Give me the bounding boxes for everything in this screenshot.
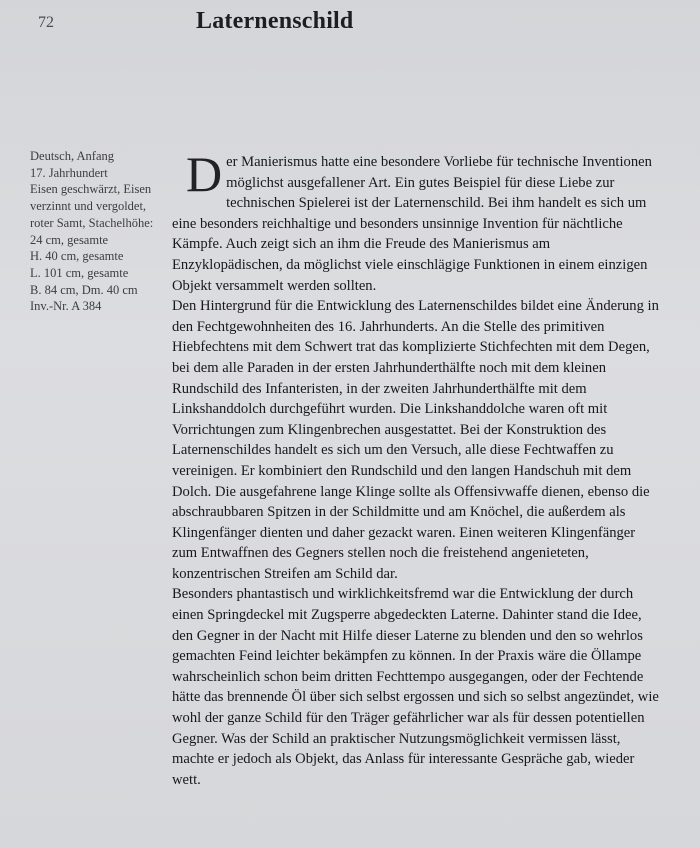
sidebar-line: roter Samt, Stachelhöhe:	[30, 215, 154, 230]
sidebar-line: Deutsch, Anfang	[30, 149, 115, 163]
sidebar-line: verzinnt und vergoldet,	[30, 199, 147, 214]
sidebar-line: 24 cm, gesamte	[30, 232, 109, 247]
sidebar-line: H. 40 cm, gesamte	[30, 249, 124, 264]
object-details-sidebar	[30, 148, 170, 315]
sidebar-line: Eisen geschwärzt, Eisen	[30, 182, 152, 197]
paragraph-2: Den Hintergrund für die Entwicklung des Laternenschildes bildet eine Änderung in den Fechtgewohnheiten des 16. Jahrhunderts. An die Stelle des primitiven Hiebfechtens mit dem Schwert trat das komplizierte Stichfechten mit dem Degen, bei dem alle Paraden in der ersten Jahrhunderthälfte noch mit dem kleinen Rundschild des Infanteristen, in der zweiten Jahrhunderthälfte mit dem Linkshanddolch durchgeführt wurden. Die Linkshanddolche waren oft mit Vorrichtungen zum Klingenbrechen ausgestattet. Bei der Konstruktion des Laternenschildes handelt es sich um den Versuch, alle diese Fechtwaffen zu vereinigen. Er kombiniert den Rundschild und den langen Handschuh mit dem Dolch. Die ausgefahrene lange Klinge sollte als Offensivwaffe dienen, ebenso die abschraubbaren Spitzen in der Schildmitte und am Knöchel, die außerdem als Klingenfänger dienten und daher gezackt waren. Einen weiteren Klingenfänger zum Entwaffnen des Gegners stellen noch die freistehend angenieteten, konzentrischen Streifen am Schild dar.	[172, 298, 659, 582]
sidebar-line: B. 84 cm, Dm. 40 cm	[30, 282, 138, 297]
sidebar-line: Inv.-Nr. A 384	[30, 299, 102, 314]
paragraph-1-text: er Manierismus hatte eine besondere Vorliebe für technische Inventionen möglichst ausgefallener Art. Ein gutes Beispiel für diese Liebe zur technischen Spielerei ist der Laternenschild. Bei ihm handelt es sich um eine besonders reichhaltige und besonders unsinnige Invention für nächtliche Kämpfe. Auch zeigt sich an ihm die Freude des Manierismus am Enzyklopädischen, da möglichst viele einschlägige Funktionen in einem einzigen Objekt versammelt werden sollten.	[172, 154, 652, 294]
paragraph-3: Besonders phantastisch und wirklichkeitsfremd war die Entwicklung der durch einen Springdeckel mit Zugsperre abgedeckten Laterne. Dahinter stand die Idee, den Gegner in der Nacht mit Hilfe dieser Laterne zu blenden und den so wehrlos gemachten Feind leichter bekämpfen zu können. In der Praxis wäre die Öllampe wahrscheinlich schon beim dritten Fechttempo ausgegangen, oder der Fechtende hätte das brennende Öl über sich selbst ergossen und sich so selbst angezündet, wie wohl der ganze Schild für den Träger gefährlicher war als für dessen potentiellen Gegner. Was der Schild an praktischer Nutzungsmöglichkeit vermissen lässt, machte er jedoch als Objekt, das Anlass für interessante Gespräche gab, wieder wett.	[172, 586, 659, 788]
sidebar-line: 17. Jahrhundert	[30, 165, 108, 180]
paragraph-1	[172, 146, 660, 296]
body-text	[172, 146, 660, 790]
page-number: 72	[38, 14, 54, 31]
sidebar-line: L. 101 cm, gesamte	[30, 265, 129, 280]
page-title: Laternenschild	[196, 8, 354, 34]
drop-cap: D	[186, 146, 223, 202]
